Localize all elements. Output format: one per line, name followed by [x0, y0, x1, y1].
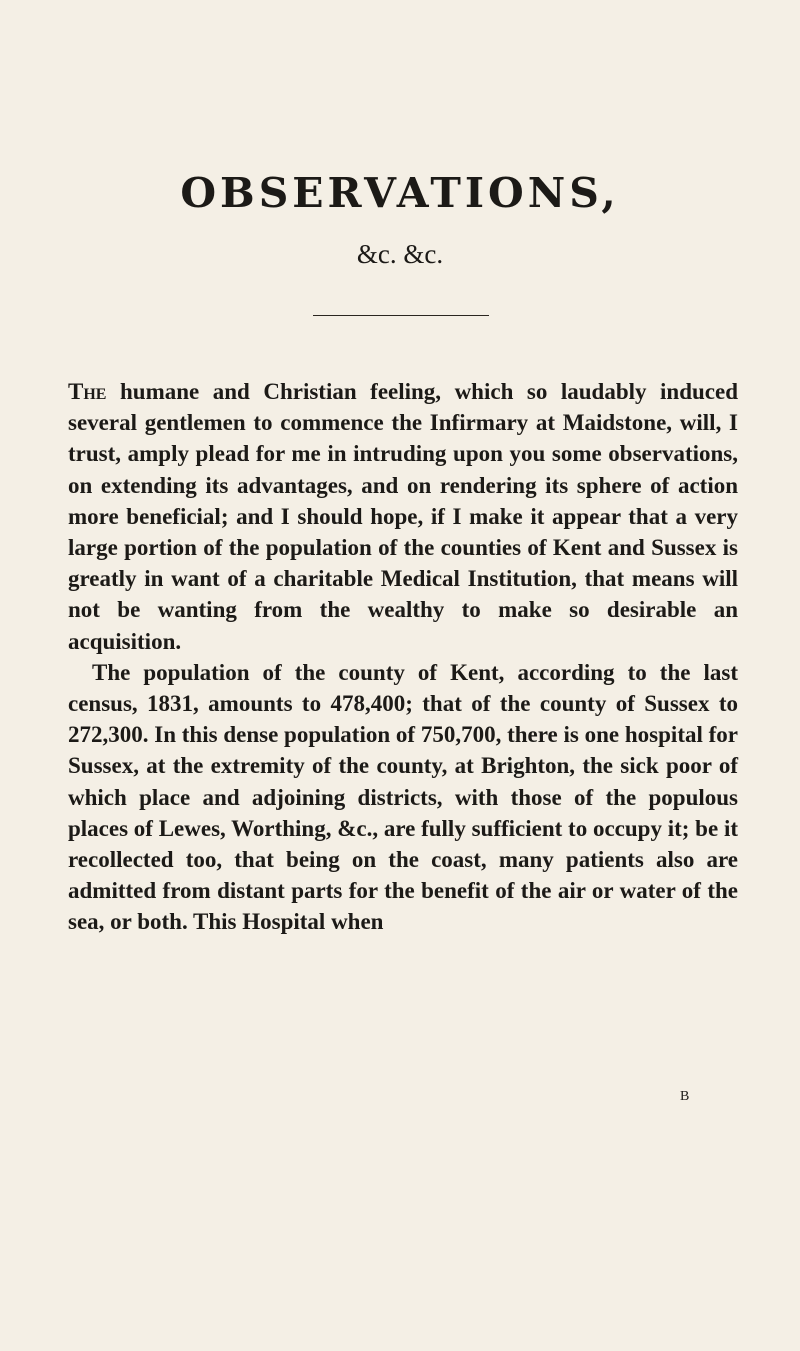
page-subtitle: &c. &c.	[356, 239, 444, 269]
paragraph-text: The population of the county of Kent, according to the last census, 1831, amounts to 478,400; that of the county of Sussex to 272,300. In this dense population of 750,700, there is one hospital for Sussex, at the extremity of the county, at Brighton, the sick poor of which place and adjoining districts, with those of the populous places of Lewes, Worthing, &c., are fully sufficient to occupy it; be it recollected too, that being on the coast, many patients also are admitted from distant parts for the benefit of the air or water of the sea, or both. This Hospital when	[68, 659, 738, 935]
paragraph-text: humane and Christian feeling, which so laudably induced several gentlemen to commence the Infirmary at Maidstone, will, I trust, amply plead for me in intruding upon you some observations, on extending its advantages, and on rendering its sphere of action more beneficial; and I should hope, if I make it appear that a very large portion of the population of the counties of Kent and Sussex is greatly in want of a charitable Medical Institution, that means will not be wanting from the wealthy to make so desirable an acquisition.	[68, 379, 738, 654]
paragraph-2	[68, 657, 738, 938]
page-title: OBSERVATIONS,	[180, 169, 620, 217]
body-text	[68, 376, 738, 938]
paragraph-1	[68, 376, 738, 657]
divider-rule	[313, 315, 489, 316]
signature-mark: B	[680, 1089, 690, 1104]
paragraph-lead-word: The	[68, 379, 107, 404]
